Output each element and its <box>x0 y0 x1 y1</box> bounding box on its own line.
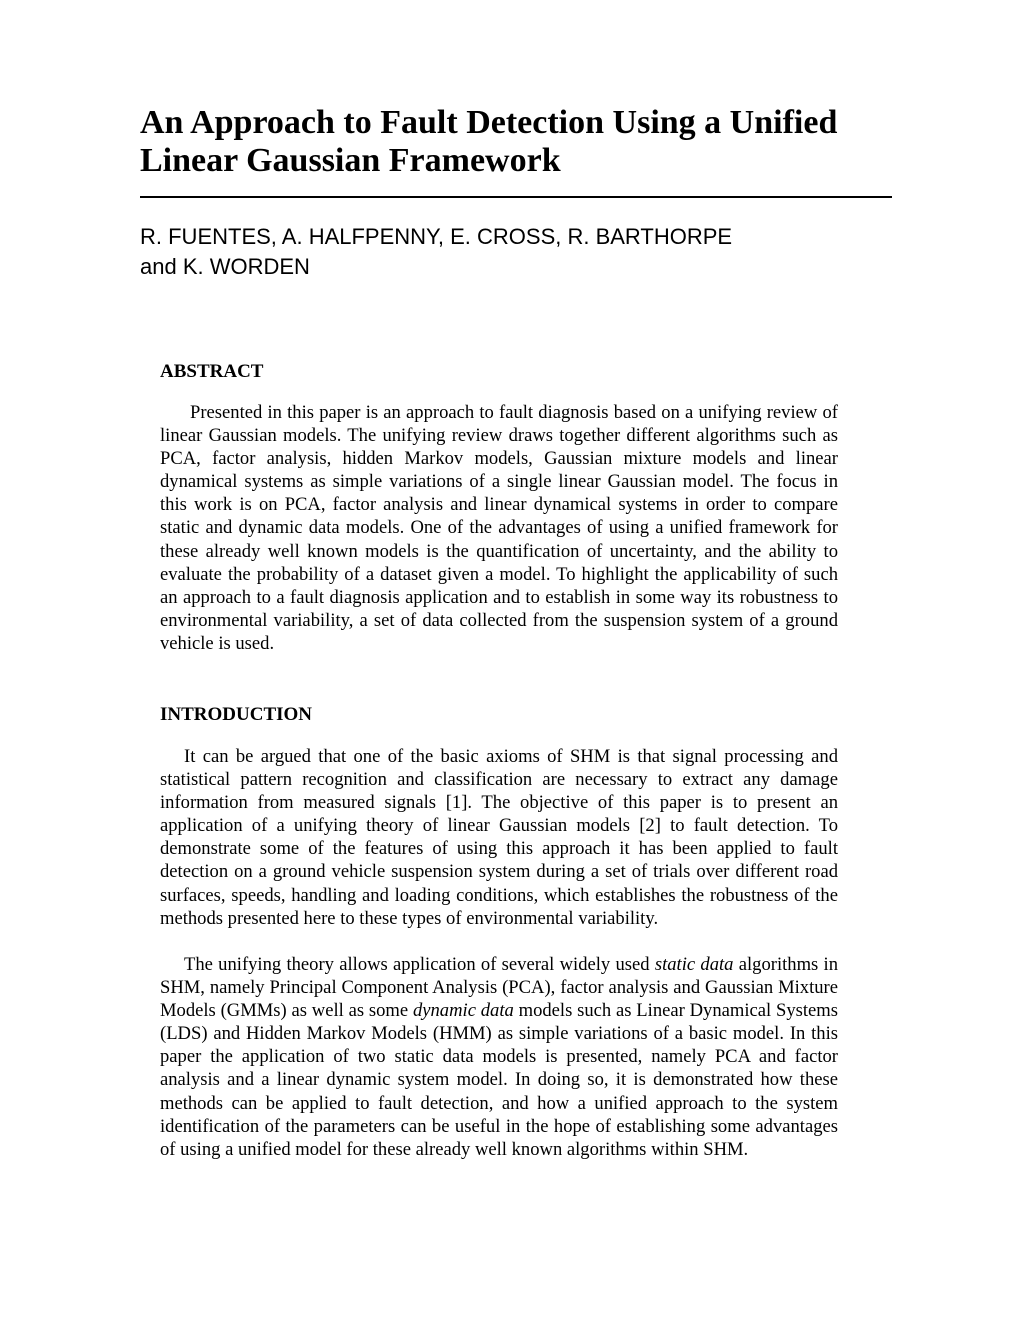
abstract-text: Presented in this paper is an approach to fault diagnosis based on a unifying review of linear Gaussian models. The unifying review draws together different algorithms such as PCA, factor analysis, hidden Markov models, Gaussian mixture models and linear dynamical systems as simple variations of a single linear Gaussian model. The focus in this work is on PCA, factor analysis and linear dynamical systems in order to compare static and dynamic data models. One of the advantages of using a unified framework for these already well known models is the quantification of uncertainty, and the ability to evaluate the probability of a dataset given a model. To highlight the applicability of such an approach to a fault diagnosis application and to establish in some way its robustness to environmental variability, a set of data collected from the suspension system of a ground vehicle is used. <box>160 402 838 654</box>
emphasis-static-data: static data <box>654 954 734 975</box>
paper-title-line: Linear Gaussian Framework <box>140 142 561 179</box>
emphasis-dynamic-data: dynamic data <box>412 1000 514 1022</box>
introduction-heading: INTRODUCTION <box>160 704 313 725</box>
introduction-paragraph-1: It can be argued that one of the basic axioms of SHM is that signal processing and statistical pattern recognition and classification are necessary to extract any damage information from measured signals [1]. The objective of this paper is to present an application of a unifying theory of linear Gaussian models [2] to fault detection. To demonstrate some of the features of using this approach it has been applied to fault detection on a ground vehicle suspension system during a set of trials over different road surfaces, speeds, handling and loading conditions, which establishes the robustness of the methods presented here to these types of environmental variability. <box>160 746 838 929</box>
paragraph-text: The unifying theory allows application of several widely used <box>184 954 655 975</box>
introduction-paragraph-2 <box>160 953 838 1161</box>
paper-title-line: An Approach to Fault Detection Using a Unified <box>140 104 838 141</box>
paper-title <box>140 104 890 180</box>
paragraph-text: models such as Linear Dynamical Systems (LDS) and Hidden Markov Models (HMM) as simple variations of a basic model. In this paper the application of two static data models is presented, namely PCA and factor analysis and a linear dynamic system model. In doing so, it is demonstrated how these methods can be applied to fault detection, and how a unified approach to the system identification of the parameters can be useful in the hope of establishing some advantages of using a unified model for these already well known algorithms within SHM. <box>160 1000 838 1160</box>
author-list <box>140 222 840 282</box>
author-line: and K. WORDEN <box>140 254 310 279</box>
paragraph-text: algorithms in SHM, namely Principal Component Analysis (PCA), factor analysis and Gaussian Mixture Models (GMMs) as well as some <box>160 954 839 1022</box>
abstract-heading: ABSTRACT <box>160 361 264 382</box>
title-divider <box>140 196 892 198</box>
author-line: R. FUENTES, A. HALFPENNY, E. CROSS, R. BARTHORPE <box>140 224 733 249</box>
